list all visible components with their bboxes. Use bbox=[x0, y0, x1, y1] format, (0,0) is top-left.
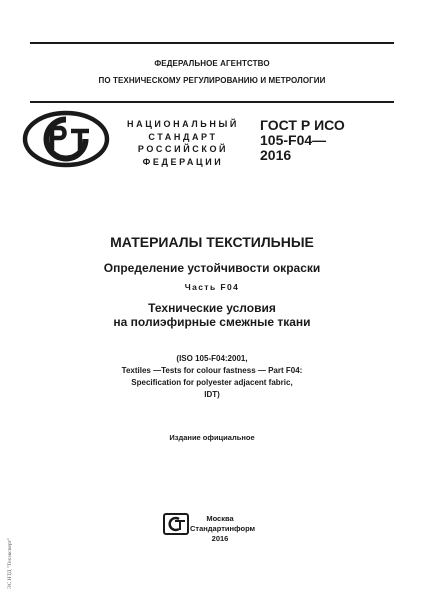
iso-reference-line4: IDT) bbox=[204, 390, 220, 399]
iso-reference-line3: Specification for polyester adjacent fabric, bbox=[131, 378, 293, 387]
publisher-name: Стандартинформ bbox=[190, 524, 256, 533]
document-title: МАТЕРИАЛЫ ТЕКСТИЛЬНЫЕ bbox=[110, 234, 314, 250]
bottom-rule bbox=[30, 101, 394, 103]
watermark-label: ЭС НТД "Техэксперт" bbox=[7, 537, 13, 589]
national-standard-label bbox=[118, 118, 248, 168]
gost-line3: 2016 bbox=[260, 147, 292, 163]
national-line1: НАЦИОНАЛЬНЫЙ bbox=[127, 119, 239, 129]
document-part: Часть F04 bbox=[184, 282, 240, 292]
national-line4: ФЕДЕРАЦИИ bbox=[142, 156, 224, 167]
publisher-info bbox=[190, 514, 256, 544]
publisher-year: 2016 bbox=[211, 534, 229, 543]
iso-reference-line1: (ISO 105-F04:2001, bbox=[176, 354, 248, 363]
gost-designation bbox=[260, 118, 400, 163]
top-rule bbox=[30, 42, 394, 44]
gost-line1: ГОСТ Р ИСО bbox=[260, 117, 345, 133]
edition-label: Издание официальное bbox=[169, 433, 255, 442]
agency-name-line1: ФЕДЕРАЛЬНОЕ АГЕНТСТВО bbox=[154, 59, 270, 68]
rst-gost-logo-icon bbox=[22, 110, 110, 168]
national-line3: РОССИЙСКОЙ bbox=[137, 144, 229, 154]
watermark-text bbox=[4, 507, 13, 589]
iso-reference-line2: Textiles —Tests for colour fastness — Part F04: bbox=[121, 366, 303, 375]
document-subtitle: Определение устойчивости окраски bbox=[103, 261, 321, 275]
tech-conditions-line2: на полиэфирные смежные ткани bbox=[113, 315, 311, 329]
gost-line2: 105-F04— bbox=[260, 132, 327, 148]
tech-conditions-line1: Технические условия bbox=[148, 301, 276, 315]
standartinform-logo-icon bbox=[162, 512, 190, 536]
agency-name-line2: ПО ТЕХНИЧЕСКОМУ РЕГУЛИРОВАНИЮ И МЕТРОЛОГИИ bbox=[98, 76, 326, 85]
publisher-city: Москва bbox=[206, 514, 234, 523]
national-line2: СТАНДАРТ bbox=[148, 131, 218, 142]
